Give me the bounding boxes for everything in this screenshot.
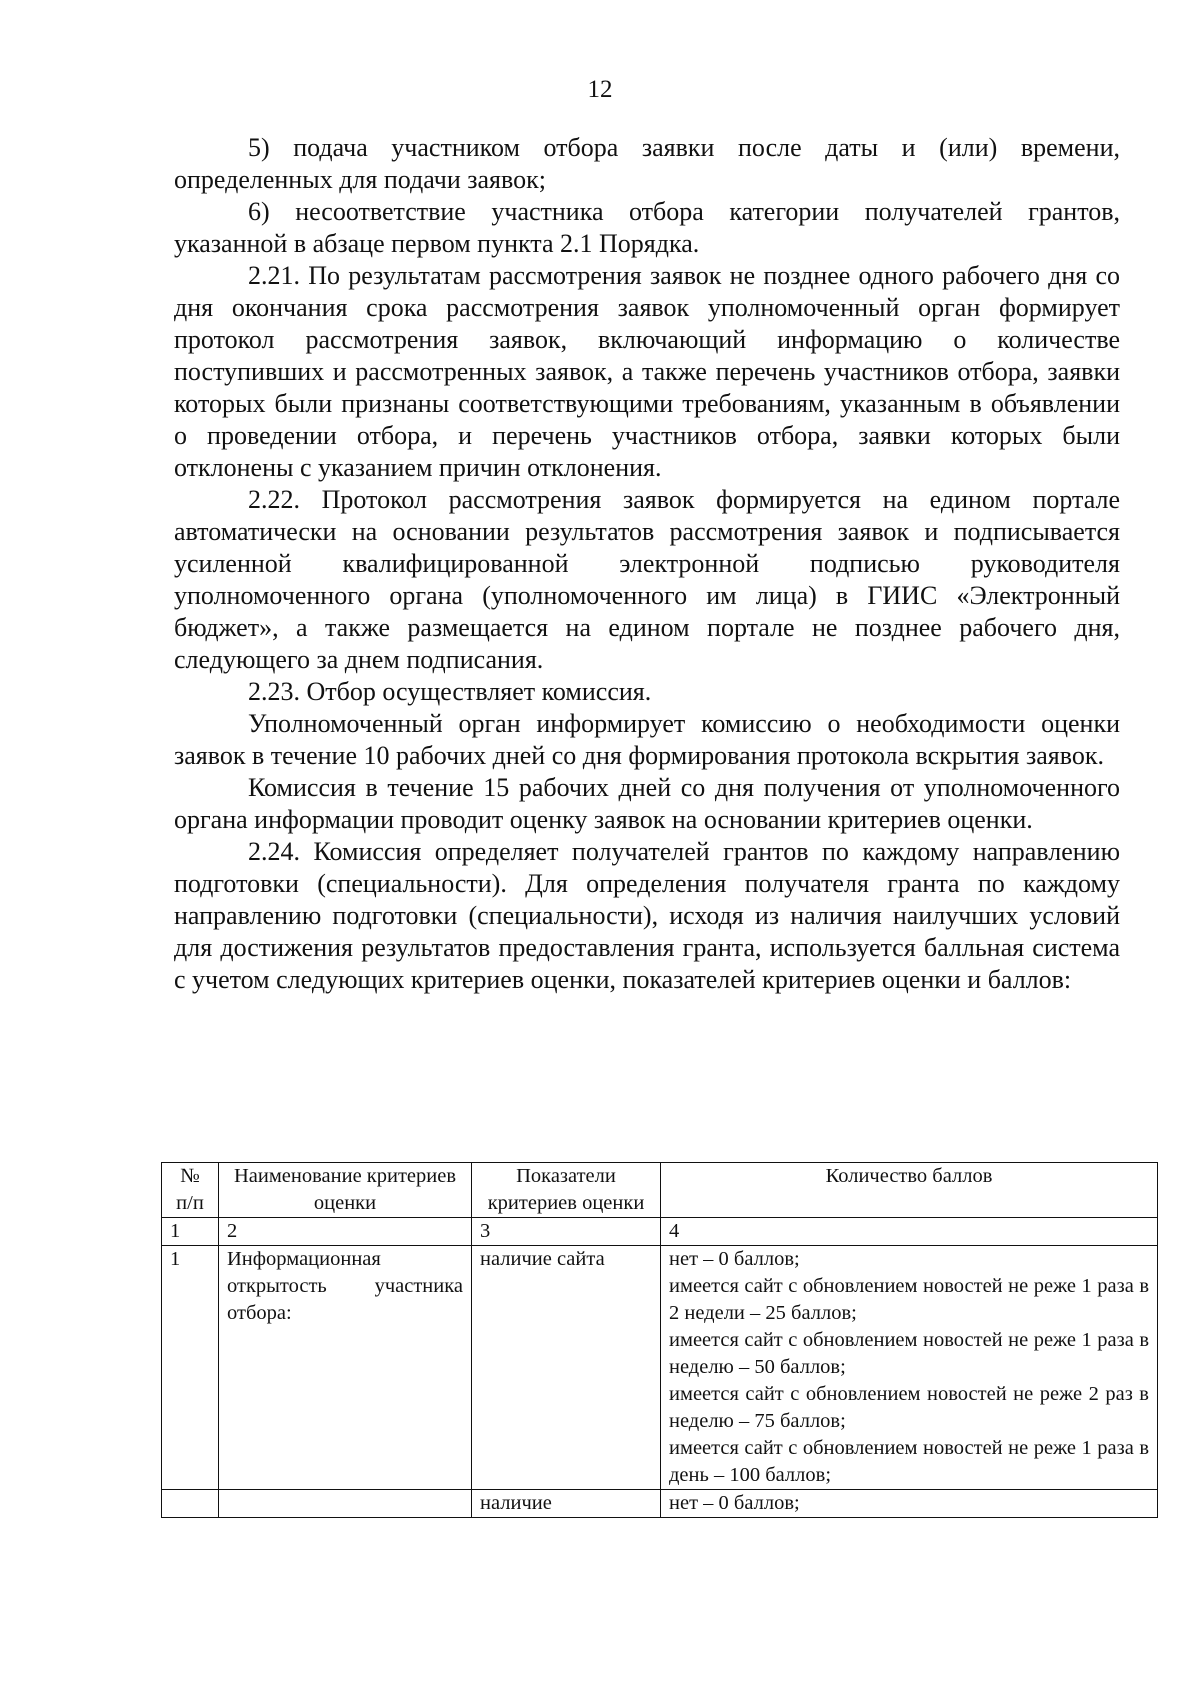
score-line: нет – 0 баллов;: [669, 1248, 800, 1270]
scores-cell: [661, 1246, 1158, 1490]
index-cell: 3: [472, 1218, 661, 1246]
table-header-row: [162, 1163, 1158, 1218]
row-number: [162, 1490, 219, 1518]
paragraph: 2.22. Протокол рассмотрения заявок формируется на едином портале автоматически на основании результатов рассмотрения заявок и подписывается усиленной квалифицированной электронной подписью руководителя уполномоченного органа (уполномоченного им лица) в ГИИС «Электронный бюджет», а также размещается на едином портале не позднее рабочего дня, следующего за днем подписания.: [174, 485, 1120, 674]
row-number: 1: [162, 1246, 219, 1490]
index-cell: 4: [661, 1218, 1158, 1246]
table-row: [162, 1246, 1158, 1490]
index-cell: 2: [219, 1218, 472, 1246]
header-number: № п/п: [162, 1163, 219, 1218]
header-indicator: Показатели критериев оценки: [472, 1163, 661, 1218]
paragraph: 6) несоответствие участника отбора категории получателей грантов, указанной в абзаце первом пункта 2.1 Порядка.: [174, 197, 1120, 258]
paragraph: 5) подача участником отбора заявки после даты и (или) времени, определенных для подачи заявок;: [174, 133, 1120, 194]
document-body: [174, 132, 1120, 996]
page-number: 12: [587, 76, 613, 103]
header-criterion: Наименование критериев оценки: [219, 1163, 472, 1218]
score-line: нет – 0 баллов;: [669, 1492, 800, 1514]
criterion-cell: Информационная открытость участника отбора:: [219, 1246, 472, 1490]
paragraph: Комиссия в течение 15 рабочих дней со дня получения от уполномоченного органа информации проводит оценку заявок на основании критериев оценки.: [174, 773, 1120, 834]
score-line: имеется сайт с обновлением новостей не реже 1 раза в неделю – 50 баллов;: [669, 1329, 1149, 1378]
criterion-cell: [219, 1490, 472, 1518]
criteria-table: [161, 1162, 1158, 1518]
indicator-cell: наличие: [472, 1490, 661, 1518]
paragraph: Уполномоченный орган информирует комиссию о необходимости оценки заявок в течение 10 рабочих дней со дня формирования протокола вскрытия заявок.: [174, 709, 1120, 770]
scores-cell: [661, 1490, 1158, 1518]
table-row: [162, 1490, 1158, 1518]
index-cell: 1: [162, 1218, 219, 1246]
paragraph: 2.24. Комиссия определяет получателей грантов по каждому направлению подготовки (специальности). Для определения получателя гранта по каждому направлению подготовки (специальности), исходя из наличия наилучших условий для достижения результатов предоставления гранта, используется балльная система с учетом следующих критериев оценки, показателей критериев оценки и баллов:: [174, 837, 1120, 994]
header-scores: Количество баллов: [661, 1163, 1158, 1218]
indicator-cell: наличие сайта: [472, 1246, 661, 1490]
score-line: имеется сайт с обновлением новостей не реже 1 раза в день – 100 баллов;: [669, 1437, 1149, 1486]
paragraph: 2.23. Отбор осуществляет комиссия.: [248, 677, 652, 706]
score-line: имеется сайт с обновлением новостей не реже 2 раз в неделю – 75 баллов;: [669, 1383, 1149, 1432]
paragraph: 2.21. По результатам рассмотрения заявок не позднее одного рабочего дня со дня окончания срока рассмотрения заявок уполномоченный орган формирует протокол рассмотрения заявок, включающий информацию о количестве поступивших и рассмотренных заявок, а также перечень участников отбора, заявки которых были признаны соответствующими требованиям, указанным в объявлении о проведении отбора, и перечень участников отбора, заявки которых были отклонены с указанием причин отклонения.: [174, 261, 1120, 482]
score-line: имеется сайт с обновлением новостей не реже 1 раза в 2 недели – 25 баллов;: [669, 1275, 1149, 1324]
table-index-row: [162, 1218, 1158, 1246]
